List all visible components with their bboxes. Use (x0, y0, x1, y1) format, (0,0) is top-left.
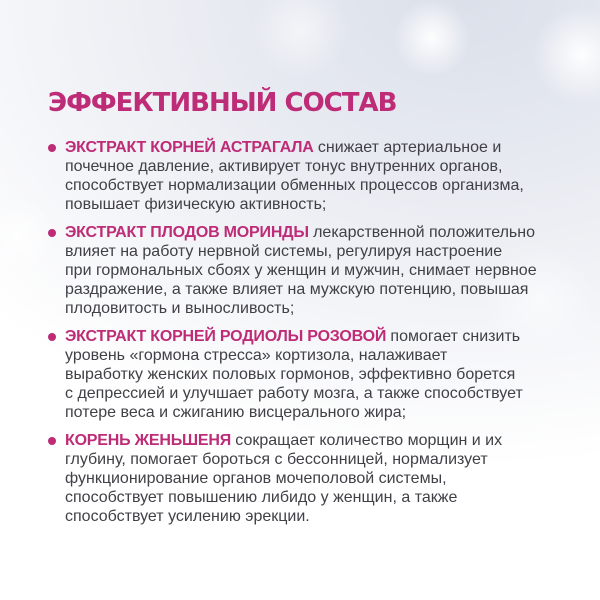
ingredient-name: ЭКСТРАКТ КОРНЕЙ АСТРАГАЛА (65, 139, 318, 156)
ingredient-name: КОРЕНЬ ЖЕНЬШЕНЯ (65, 432, 236, 449)
list-item (48, 327, 576, 422)
list-item (48, 431, 576, 526)
bullet-dot-icon (48, 333, 56, 341)
ingredient-description: КОРЕНЬ ЖЕНЬШЕНЯ сокращает количество морщин и их глубину, помогает бороться с бессонницей, нормализует функционирование органов мочеполовой системы, способствует повышению либидо у женщин, а также способствует усилению эрекции. (65, 432, 503, 525)
bullet-dot-icon (48, 229, 56, 237)
ingredient-list (48, 138, 576, 526)
page-title: ЭФФЕКТИВНЫЙ СОСТАВ (48, 88, 397, 118)
list-item (48, 223, 576, 318)
content-area (48, 88, 576, 535)
list-item (48, 138, 576, 214)
ingredient-description: ЭКСТРАКТ КОРНЕЙ АСТРАГАЛА снижает артериальное и почечное давление, активирует тонус внутренних органов, способствует нормализации обменных процессов организма, повышает физическую активность; (65, 139, 524, 213)
ingredient-description: ЭКСТРАКТ ПЛОДОВ МОРИНДЫ лекарственной положительно влияет на работу нервной системы, регулируя настроение при гормональных сбоях у женщин и мужчин, снимает нервное раздражение, а также влияет на мужскую потенцию, повышая плодовитость и выносливость; (65, 224, 537, 317)
bullet-dot-icon (48, 437, 56, 445)
ingredient-description: ЭКСТРАКТ КОРНЕЙ РОДИОЛЫ РОЗОВОЙ помогает снизить уровень «гормона стресса» кортизола, налаживает выработку женских половых гормонов, эффективно борется с депрессией и улучшает работу мозга, а также способствует потере веса и сжиганию висцерального жира; (65, 328, 523, 421)
ingredient-name: ЭКСТРАКТ КОРНЕЙ РОДИОЛЫ РОЗОВОЙ (65, 328, 391, 345)
ingredient-name: ЭКСТРАКТ ПЛОДОВ МОРИНДЫ (65, 224, 314, 241)
bullet-dot-icon (48, 144, 56, 152)
